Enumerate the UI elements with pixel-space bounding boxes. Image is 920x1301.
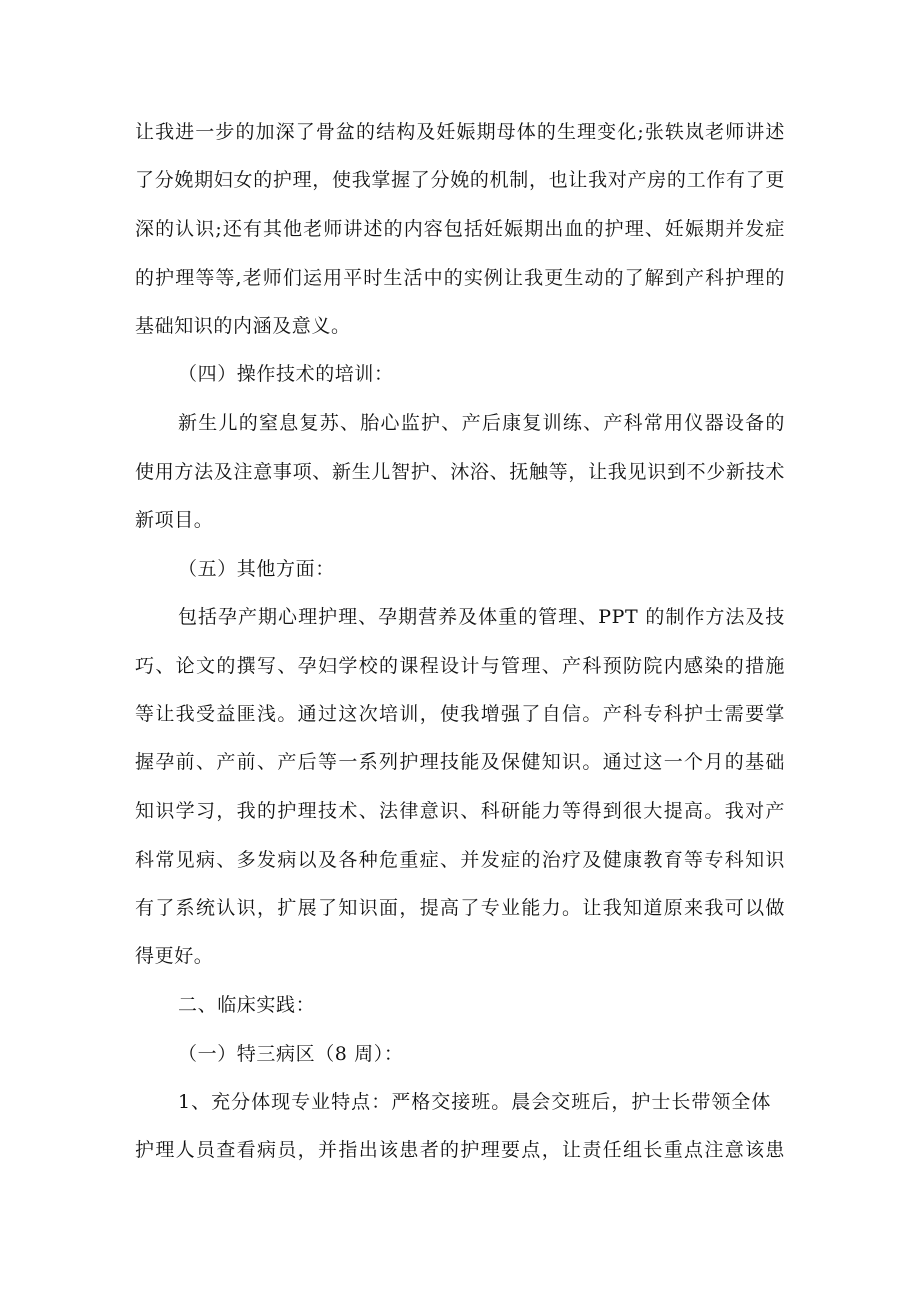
text-line: 基础知识的内涵及意义。 (135, 315, 351, 337)
text-line: 了分娩期妇女的护理，使我掌握了分娩的机制，也让我对产房的工作有了更 (135, 169, 785, 191)
text-line: 的护理等等,老师们运用平时生活中的实例让我更生动的了解到产科护理的 (135, 267, 785, 289)
text-line: 科常见病、多发病以及各种危重症、并发症的治疗及健康教育等专科知识 (135, 849, 785, 871)
section-heading: 二、临床实践： (178, 994, 316, 1016)
text-line: 新生儿的窒息复苏、胎心监护、产后康复训练、产科常用仪器设备的 (178, 412, 785, 434)
text-line: 知识学习，我的护理技术、法律意识、科研能力等得到很大提高。我对产 (135, 800, 785, 822)
text-line: 1、充分体现专业特点：严格交接班。晨会交班后，护士长带领全体 (178, 1091, 771, 1113)
text-line: 得更好。 (135, 945, 214, 967)
text-line: 使用方法及注意事项、新生儿智护、沐浴、抚触等，让我见识到不少新技术 (135, 461, 785, 483)
text-line: 有了系统认识，扩展了知识面，提高了专业能力。让我知道原来我可以做 (135, 897, 785, 919)
text-line: 让我进一步的加深了骨盆的结构及妊娠期母体的生理变化;张轶岚老师讲述 (135, 121, 785, 143)
section-heading: （五）其他方面： (178, 558, 335, 580)
text-line: 深的认识;还有其他老师讲述的内容包括妊娠期出血的护理、妊娠期并发症 (135, 218, 785, 240)
subsection-heading: （一）特三病区（8 周）： (178, 1043, 404, 1065)
text-line: 护理人员查看病员，并指出该患者的护理要点，让责任组长重点注意该患 (135, 1139, 785, 1161)
text-line: 等让我受益匪浅。通过这次培训，使我增强了自信。产科专科护士需要掌 (135, 703, 785, 725)
text-line: 包括孕产期心理护理、孕期营养及体重的管理、PPT 的制作方法及技 (178, 606, 785, 628)
section-heading: （四）操作技术的培训： (178, 363, 394, 385)
text-line: 新项目。 (135, 509, 214, 531)
text-line: 巧、论文的撰写、孕妇学校的课程设计与管理、产科预防院内感染的措施 (135, 655, 785, 677)
text-line: 握孕前、产前、产后等一系列护理技能及保健知识。通过这一个月的基础 (135, 751, 785, 773)
